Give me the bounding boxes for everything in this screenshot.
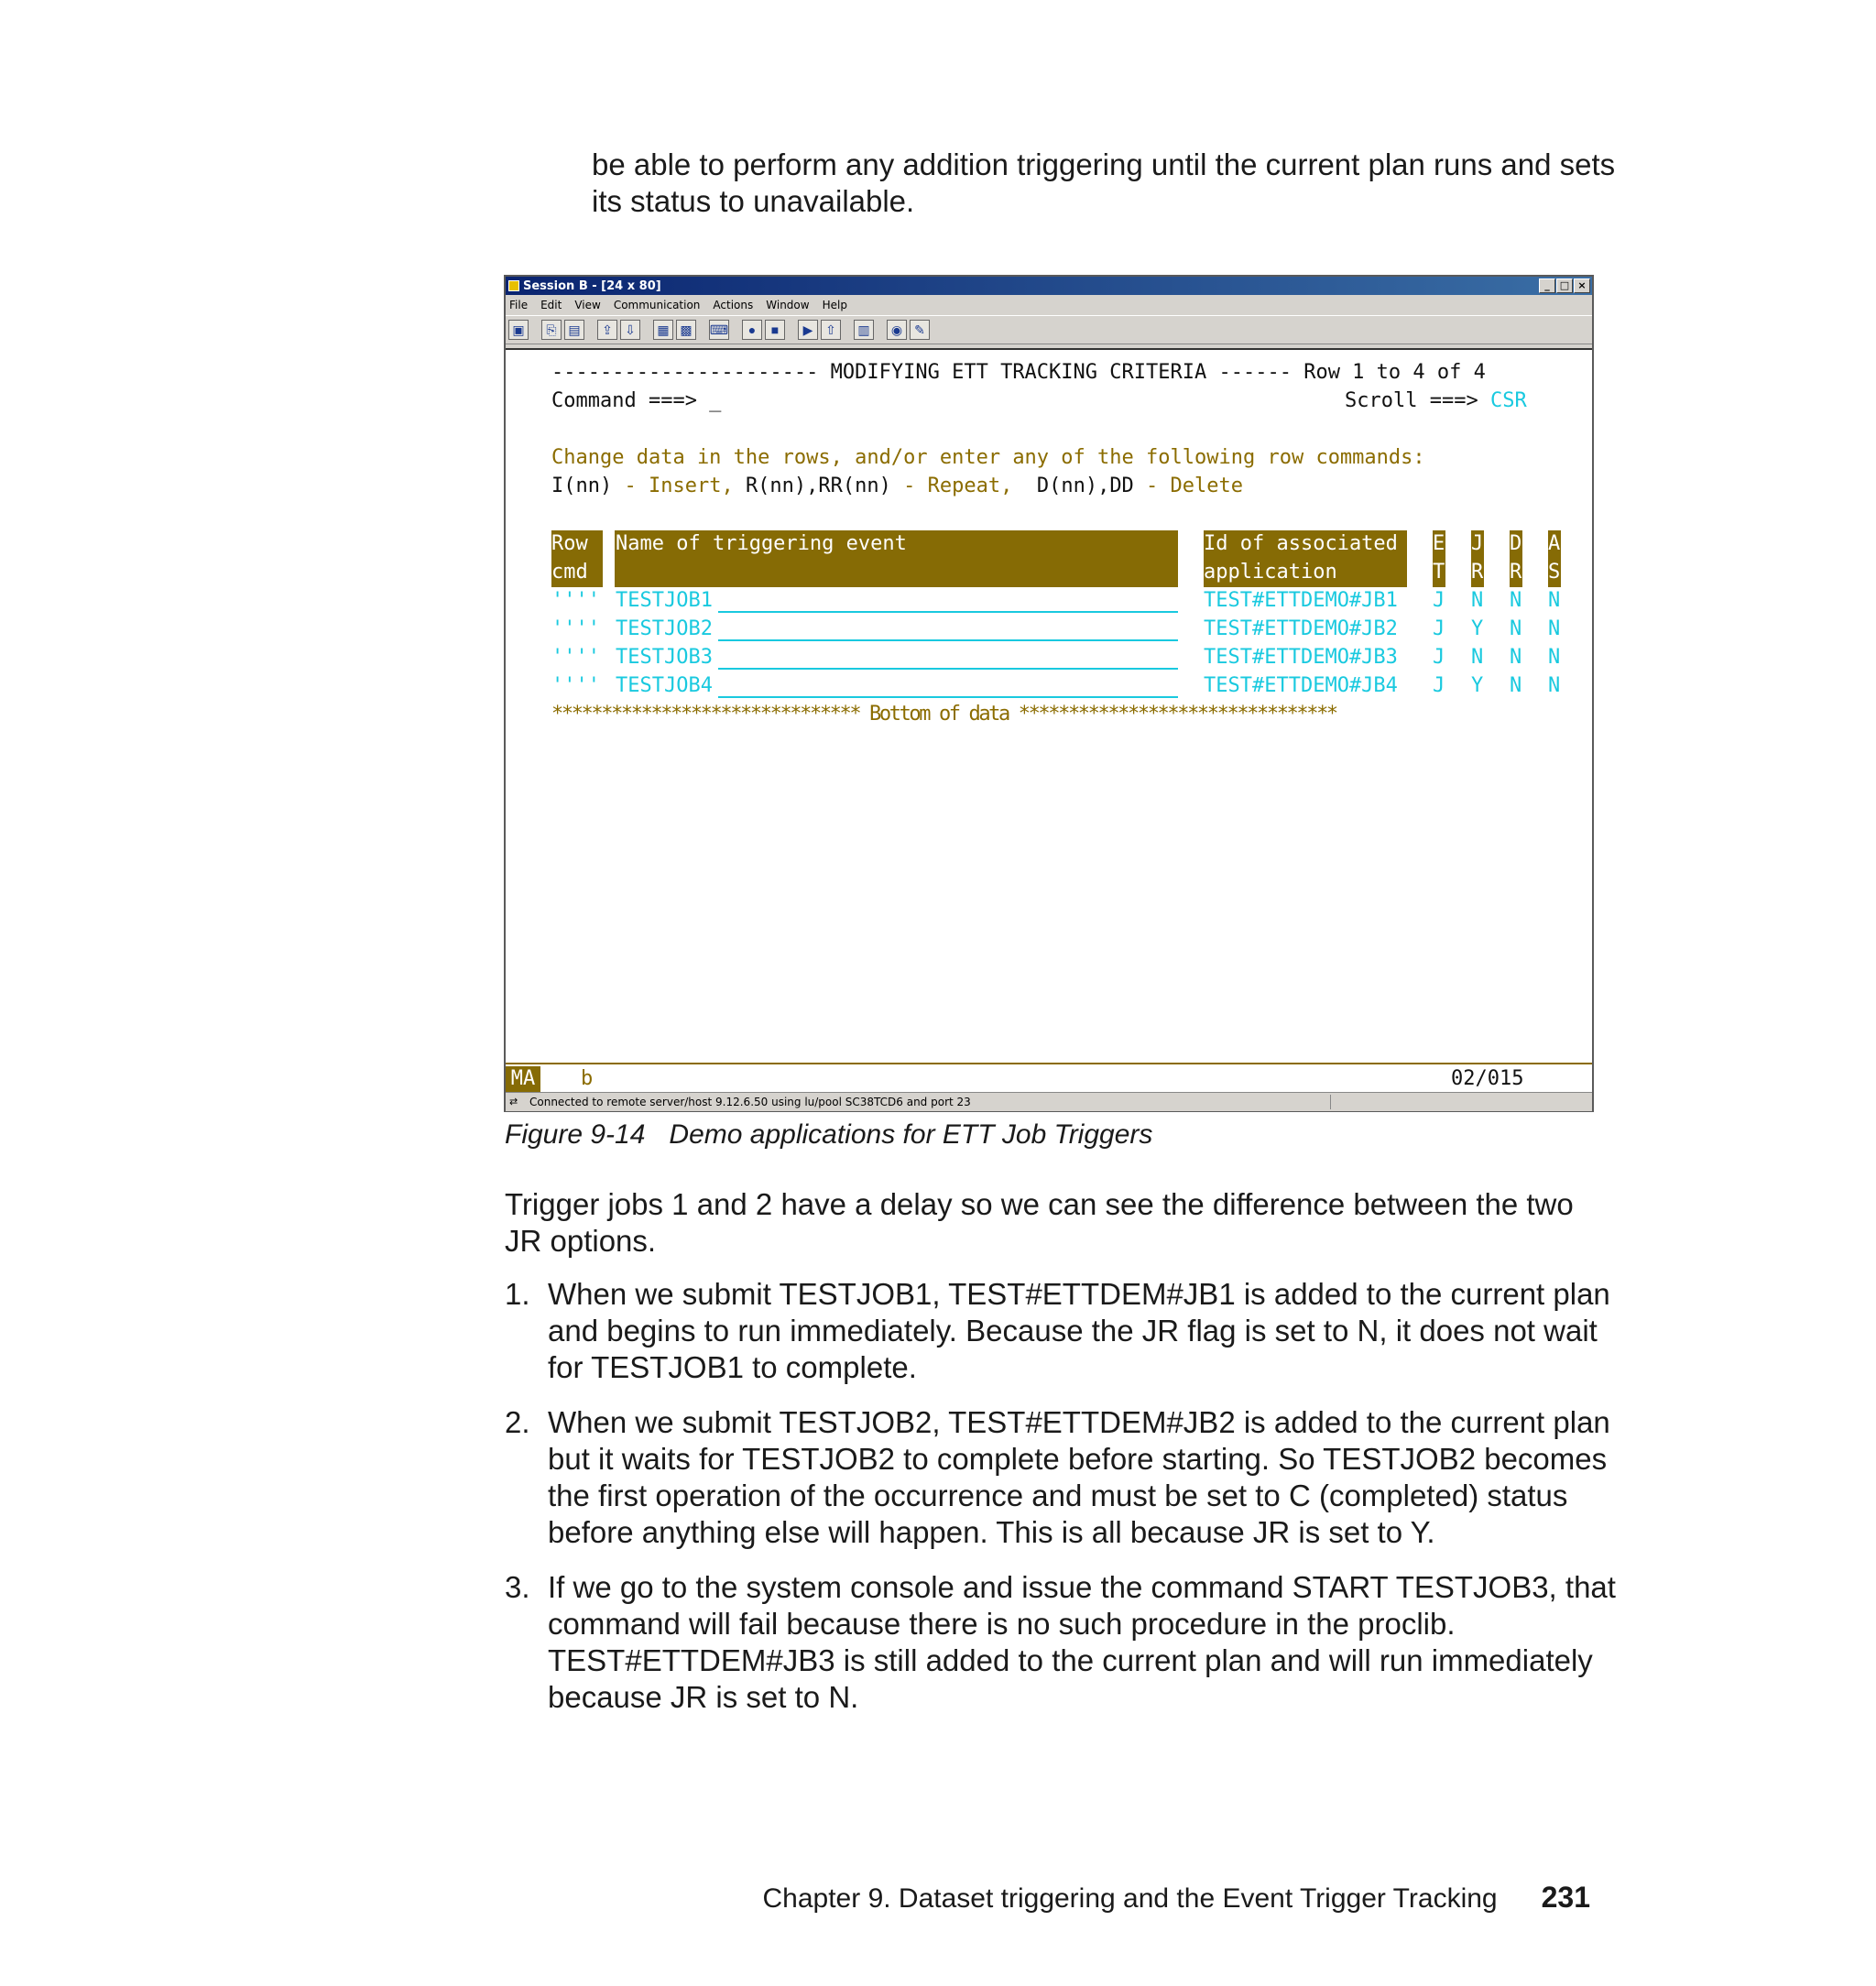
list-number: 2. [505,1405,530,1439]
color-map-icon[interactable]: ▩ [676,320,696,340]
list-item [505,1569,1622,1716]
header-as-1: A [1548,532,1561,555]
bottom-of-data-line: ******************************* Bottom of data ******************************** [551,703,1336,726]
header-jr-2: R [1471,561,1484,584]
window-titlebar [506,277,1592,295]
menu-view[interactable]: View [574,299,601,311]
header-dr-1: D [1510,532,1522,555]
menu-file[interactable]: File [509,299,529,311]
figure-label: Figure 9-14 [505,1119,646,1150]
event-name-field[interactable]: TESTJOB1 [616,589,713,612]
jr-field[interactable]: N [1471,646,1484,669]
instruction-text: Change data in the rows, and/or enter any of the following row commands: [551,446,1425,469]
header-jr-1: J [1471,532,1484,555]
menu-help[interactable]: Help [822,299,847,311]
as-field[interactable]: N [1548,589,1561,612]
display-icon[interactable]: ▦ [653,320,673,340]
header-row-label: Row [551,532,588,555]
row-cmd-field[interactable]: '''' [551,646,600,669]
clipboard-icon[interactable]: ▥ [854,320,874,340]
status-text: Connected to remote server/host 9.12.6.50 using lu/pool SC38TCD6 and port 23 [529,1096,971,1108]
cursor-position: 02/015 [1451,1067,1524,1090]
figure-title: Demo applications for ETT Job Triggers [669,1119,1153,1150]
maximize-button[interactable]: □ [1556,278,1573,293]
app-id-field[interactable]: TEST#ETTDEMO#JB2 [1204,617,1398,640]
et-field[interactable]: J [1433,617,1445,640]
event-field-underline [718,668,1178,670]
list-text: When we submit TESTJOB2, TEST#ETTDEM#JB2 is added to the current plan but it waits for TESTJOB2 to complete before starting. So TESTJOB2 becomes the first operation of the occurrence and must be set to C (completed) status before anything else will happen. This is all because JR is set to Y. [548,1405,1610,1549]
close-button[interactable]: × [1574,278,1590,293]
et-field[interactable]: J [1433,589,1445,612]
keyboard-map-icon[interactable]: ⌨ [709,320,729,340]
header-cmd-label: cmd [551,561,588,584]
copy-icon[interactable]: ⎘ [541,320,562,340]
intro-paragraph: be able to perform any addition triggering until the current plan runs and sets its status to unavailable. [592,147,1616,218]
macro-record-icon[interactable]: ● [742,320,762,340]
transfer-send-icon[interactable]: ⇧ [821,320,841,340]
figure-caption [505,1119,1152,1151]
app-id-field[interactable]: TEST#ETTDEMO#JB3 [1204,646,1398,669]
send-icon[interactable]: ⇪ [597,320,617,340]
row-cmd-field[interactable]: '''' [551,589,600,612]
receive-icon[interactable]: ⇩ [620,320,640,340]
jr-field[interactable]: Y [1471,674,1484,697]
list-item [505,1404,1622,1551]
operator-info-area [506,1063,1592,1094]
app-id-field[interactable]: TEST#ETTDEMO#JB1 [1204,589,1398,612]
terminal-screen [506,348,1592,1064]
status-bar [506,1092,1592,1111]
event-field-underline [718,639,1178,641]
row-commands-line: I(nn) - Insert, R(nn),RR(nn) - Repeat, D(nn),DD - Delete [551,475,1244,497]
menu-bar [506,295,1592,315]
session-icon [508,280,519,291]
globe-icon[interactable]: ◉ [887,320,907,340]
as-field[interactable]: N [1548,617,1561,640]
scroll-label: Scroll ===> CSR [1345,389,1527,412]
oia-session-indicator: b [581,1067,594,1090]
window-title: Session B - [24 x 80] [523,278,661,293]
panel-title-line: ---------------------- MODIFYING ETT TRACKING CRITERIA ------ Row 1 to 4 of 4 [551,361,1486,384]
row-cmd-field[interactable]: '''' [551,617,600,640]
minimize-button[interactable]: _ [1539,278,1555,293]
command-field[interactable]: Command ===> _ [551,389,722,412]
chapter-title: Chapter 9. Dataset triggering and the Event Trigger Tracking [762,1883,1498,1914]
dr-field[interactable]: N [1510,646,1522,669]
et-field[interactable]: J [1433,646,1445,669]
oia-mode-indicator: MA [506,1066,540,1092]
header-id-label-1: Id of associated [1204,532,1398,555]
scroll-value[interactable]: CSR [1489,389,1527,412]
as-field[interactable]: N [1548,646,1561,669]
dr-field[interactable]: N [1510,617,1522,640]
list-number: 1. [505,1277,530,1311]
list-text: If we go to the system console and issue the command START TESTJOB3, that command will fail because there is no such procedure in the proclib. TEST#ETTDEM#JB3 is still added to the current plan and will run immediately because JR is set to N. [548,1570,1616,1714]
status-divider [1330,1095,1331,1109]
event-name-field[interactable]: TESTJOB3 [616,646,713,669]
list-text: When we submit TESTJOB1, TEST#ETTDEM#JB1 is added to the current plan and begins to run immediately. Because the JR flag is set to N, it does not wait for TESTJOB1 to complete. [548,1277,1610,1384]
numbered-list [505,1276,1622,1734]
emulator-window [504,275,1594,1112]
jr-field[interactable]: Y [1471,617,1484,640]
macro-play-icon[interactable]: ▶ [798,320,818,340]
header-as-2: S [1548,561,1561,584]
et-field[interactable]: J [1433,674,1445,697]
header-dr-2: R [1510,561,1522,584]
trigger-paragraph: Trigger jobs 1 and 2 have a delay so we can see the difference between the two JR options. [505,1187,1574,1258]
paste-icon[interactable]: ▤ [564,320,584,340]
dr-field[interactable]: N [1510,674,1522,697]
header-et-1: E [1433,532,1445,555]
as-field[interactable]: N [1548,674,1561,697]
header-et-2: T [1433,561,1445,584]
page-footer [763,1881,1591,1915]
jr-field[interactable]: N [1471,589,1484,612]
list-number: 3. [505,1570,530,1604]
event-field-underline [718,696,1178,698]
app-id-field[interactable]: TEST#ETTDEMO#JB4 [1204,674,1398,697]
list-item [505,1276,1622,1386]
row-cmd-field[interactable]: '''' [551,674,600,697]
event-field-underline [718,611,1178,613]
page-number: 231 [1541,1881,1590,1914]
dr-field[interactable]: N [1510,589,1522,612]
menu-window[interactable]: Window [766,299,810,311]
menu-communication[interactable]: Communication [613,299,701,311]
event-name-field[interactable]: TESTJOB2 [616,617,713,640]
toolbar [506,315,1592,344]
event-name-field[interactable]: TESTJOB4 [616,674,713,697]
help-book-icon[interactable]: ✎ [910,320,930,340]
connection-icon: ⇄ [509,1096,518,1108]
header-id-label-2: application [1204,561,1337,584]
print-screen-icon[interactable]: ▣ [508,320,529,340]
menu-actions[interactable]: Actions [713,299,754,311]
header-name-label: Name of triggering event [616,532,907,555]
macro-stop-icon[interactable]: ■ [765,320,785,340]
menu-edit[interactable]: Edit [540,299,562,311]
